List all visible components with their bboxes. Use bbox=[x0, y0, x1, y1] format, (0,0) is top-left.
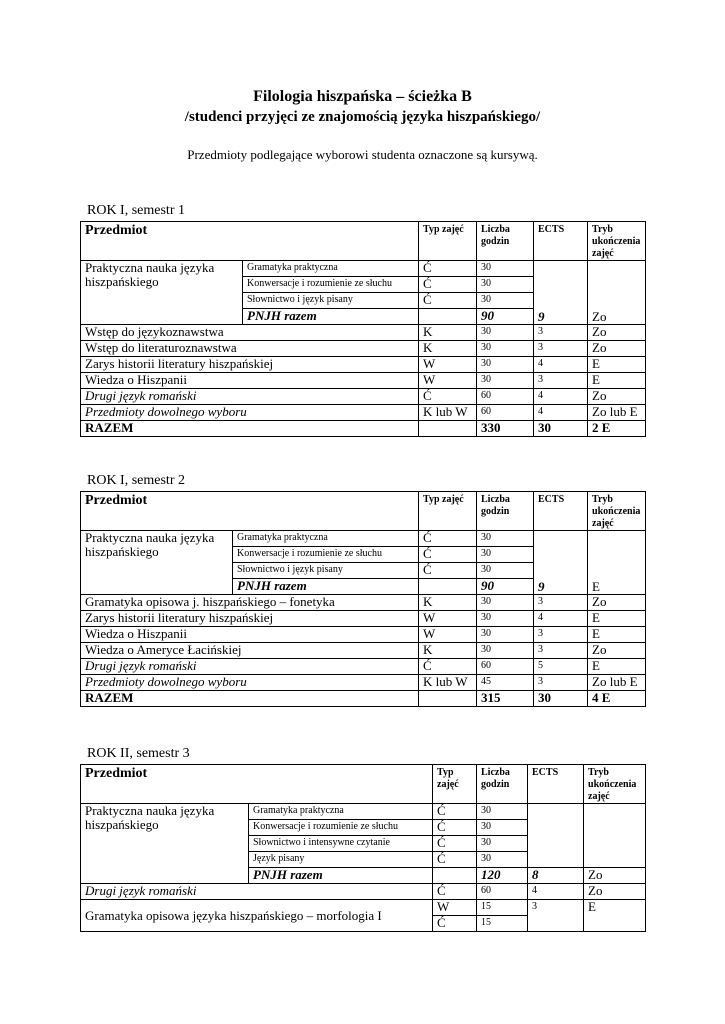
subject-name: Zarys historii literatury hiszpańskiej bbox=[81, 611, 419, 627]
subject-hours: 30 bbox=[477, 357, 534, 373]
subject-mode: E bbox=[588, 611, 646, 627]
table-row bbox=[81, 389, 646, 405]
subject-ects: 3 bbox=[534, 627, 588, 643]
subject-type: W bbox=[419, 373, 477, 389]
subject-type: Ć bbox=[433, 820, 477, 836]
header-subject: Przedmiot bbox=[81, 492, 419, 531]
subject-name: Drugi język romański bbox=[81, 659, 419, 675]
subject-name: Gramatyka opisowa języka hiszpańskiego – morfologia I bbox=[81, 900, 433, 932]
subject-type: Ć bbox=[419, 293, 477, 309]
subject-hours: 30 bbox=[477, 261, 534, 277]
subject-hours: 30 bbox=[477, 341, 534, 357]
document-title: Filologia hiszpańska – ścieżka B bbox=[253, 88, 472, 105]
pnjh-total-hours: 90 bbox=[477, 309, 534, 325]
subject-type: Ć bbox=[433, 884, 477, 900]
subject-hours: 30 bbox=[477, 804, 528, 820]
total-label: RAZEM bbox=[81, 691, 419, 707]
subject-name: Przedmioty dowolnego wyboru bbox=[81, 675, 419, 691]
subject-mode: Zo bbox=[584, 884, 646, 900]
subject-mode: E bbox=[588, 357, 646, 373]
table-row bbox=[81, 627, 646, 643]
header-type: Typ zajęć bbox=[433, 765, 477, 804]
header-hours: Liczba godzin bbox=[477, 222, 534, 261]
table-row bbox=[81, 884, 646, 900]
subject-mode: Zo lub E bbox=[588, 675, 646, 691]
subject-type: W bbox=[419, 611, 477, 627]
pnjh-mode: Zo bbox=[588, 261, 646, 325]
subject-type: W bbox=[419, 357, 477, 373]
subject-mode: E bbox=[584, 900, 646, 932]
subject-mode: Zo bbox=[588, 389, 646, 405]
subject-ects: 4 bbox=[534, 405, 588, 421]
subject-type: K bbox=[419, 643, 477, 659]
total-hours: 315 bbox=[477, 691, 534, 707]
pnjh-total-name: PNJH razem bbox=[243, 309, 419, 325]
table-row bbox=[81, 357, 646, 373]
subject-name: Drugi język romański bbox=[81, 884, 433, 900]
pnjh-label: Praktyczna nauka języka hiszpańskiego bbox=[81, 804, 249, 884]
subject-name: Konwersacje i rozumienie ze słuchu bbox=[243, 277, 419, 293]
pnjh-label: Praktyczna nauka języka hiszpańskiego bbox=[81, 261, 243, 325]
total-row bbox=[81, 421, 646, 437]
semester-3-label: ROK II, semestr 3 bbox=[87, 746, 190, 761]
total-row bbox=[81, 691, 646, 707]
subject-type: K lub W bbox=[419, 405, 477, 421]
subject-type: K bbox=[419, 325, 477, 341]
subject-hours: 30 bbox=[477, 595, 534, 611]
subject-mode: Zo lub E bbox=[588, 405, 646, 421]
subject-name: Gramatyka praktyczna bbox=[233, 531, 419, 547]
subject-type: K bbox=[419, 341, 477, 357]
total-mode: 2 E bbox=[588, 421, 646, 437]
table-row bbox=[81, 595, 646, 611]
table-row bbox=[81, 804, 646, 820]
pnjh-total-hours: 120 bbox=[477, 868, 528, 884]
subject-hours: 30 bbox=[477, 852, 528, 868]
subject-ects: 3 bbox=[528, 900, 584, 932]
subject-hours: 30 bbox=[477, 277, 534, 293]
subject-hours: 60 bbox=[477, 884, 528, 900]
subject-mode: E bbox=[588, 659, 646, 675]
table-row bbox=[81, 659, 646, 675]
subject-type: Ć bbox=[419, 659, 477, 675]
subject-ects: 3 bbox=[534, 675, 588, 691]
subject-hours: 30 bbox=[477, 643, 534, 659]
subject-hours: 60 bbox=[477, 405, 534, 421]
pnjh-total-name: PNJH razem bbox=[249, 868, 433, 884]
subject-ects: 3 bbox=[534, 595, 588, 611]
header-mode: Tryb ukończenia zajęć bbox=[584, 765, 646, 804]
subject-mode: Zo bbox=[588, 341, 646, 357]
total-label: RAZEM bbox=[81, 421, 419, 437]
subject-type: Ć bbox=[419, 563, 477, 579]
subject-type: K bbox=[419, 595, 477, 611]
semester-3-table bbox=[80, 764, 646, 932]
subject-name: Słownictwo i język pisany bbox=[243, 293, 419, 309]
subject-name: Słownictwo i język pisany bbox=[233, 563, 419, 579]
subject-name: Język pisany bbox=[249, 852, 433, 868]
header-hours: Liczba godzin bbox=[477, 492, 534, 531]
table-row bbox=[81, 261, 646, 277]
subject-ects: 3 bbox=[534, 373, 588, 389]
subject-type: K lub W bbox=[419, 675, 477, 691]
pnjh-mode: Zo bbox=[584, 868, 646, 884]
semester-1-table bbox=[80, 221, 646, 437]
subject-mode: Zo bbox=[588, 325, 646, 341]
subject-name: Wiedza o Ameryce Łacińskiej bbox=[81, 643, 419, 659]
subject-ects: 5 bbox=[534, 659, 588, 675]
subject-type: W bbox=[419, 627, 477, 643]
subject-name: Wiedza o Hiszpanii bbox=[81, 373, 419, 389]
pnjh-ects: 9 bbox=[534, 261, 588, 325]
total-hours: 330 bbox=[477, 421, 534, 437]
subject-hours: 30 bbox=[477, 627, 534, 643]
subject-ects: 4 bbox=[534, 389, 588, 405]
subject-name: Wiedza o Hiszpanii bbox=[81, 627, 419, 643]
subject-type: Ć bbox=[419, 531, 477, 547]
subject-name: Drugi język romański bbox=[81, 389, 419, 405]
table-row bbox=[81, 325, 646, 341]
header-mode: Tryb ukończenia zajęć bbox=[588, 222, 646, 261]
header-hours: Liczba godzin bbox=[477, 765, 528, 804]
subject-type: Ć bbox=[419, 261, 477, 277]
table-row bbox=[81, 405, 646, 421]
subject-mode: E bbox=[588, 373, 646, 389]
subject-type: Ć bbox=[419, 389, 477, 405]
subject-name: Gramatyka opisowa j. hiszpańskiego – fonetyka bbox=[81, 595, 419, 611]
header-subject: Przedmiot bbox=[81, 222, 419, 261]
total-ects: 30 bbox=[534, 691, 588, 707]
subject-type: Ć bbox=[433, 804, 477, 820]
total-mode: 4 E bbox=[588, 691, 646, 707]
header-ects: ECTS bbox=[534, 492, 588, 531]
table-row bbox=[81, 531, 646, 547]
table-header-row bbox=[81, 765, 646, 804]
subject-hours: 30 bbox=[477, 563, 534, 579]
subject-type: Ć bbox=[419, 547, 477, 563]
table-header-row bbox=[81, 492, 646, 531]
header-type: Typ zajęć bbox=[419, 222, 477, 261]
subject-hours: 30 bbox=[477, 836, 528, 852]
subject-ects: 4 bbox=[528, 884, 584, 900]
table-row bbox=[81, 643, 646, 659]
table-row bbox=[81, 373, 646, 389]
header-ects: ECTS bbox=[528, 765, 584, 804]
subject-mode: E bbox=[588, 627, 646, 643]
pnjh-ects: 9 bbox=[534, 531, 588, 595]
header-ects: ECTS bbox=[534, 222, 588, 261]
pnjh-mode: E bbox=[588, 531, 646, 595]
subject-hours: 30 bbox=[477, 531, 534, 547]
subject-ects: 3 bbox=[534, 325, 588, 341]
document-note: Przedmioty podlegające wyborowi studenta oznaczone są kursywą. bbox=[187, 147, 538, 162]
subject-name: Gramatyka praktyczna bbox=[249, 804, 433, 820]
subject-hours: 60 bbox=[477, 389, 534, 405]
pnjh-label: Praktyczna nauka języka hiszpańskiego bbox=[81, 531, 233, 595]
subject-hours: 30 bbox=[477, 325, 534, 341]
subject-ects: 3 bbox=[534, 643, 588, 659]
subject-type: Ć bbox=[419, 277, 477, 293]
table-row bbox=[81, 675, 646, 691]
subject-hours: 15 bbox=[477, 916, 528, 932]
subject-hours: 30 bbox=[477, 293, 534, 309]
semester-1-label: ROK I, semestr 1 bbox=[87, 203, 185, 218]
table-row bbox=[81, 900, 646, 916]
subject-hours: 30 bbox=[477, 373, 534, 389]
subject-mode: Zo bbox=[588, 595, 646, 611]
subject-ects: 4 bbox=[534, 357, 588, 373]
header-mode: Tryb ukończenia zajęć bbox=[588, 492, 646, 531]
subject-name: Wstęp do literaturoznawstwa bbox=[81, 341, 419, 357]
pnjh-ects: 8 bbox=[528, 868, 584, 884]
header-type: Typ zajęć bbox=[419, 492, 477, 531]
subject-hours: 15 bbox=[477, 900, 528, 916]
subject-name: Słownictwo i intensywne czytanie bbox=[249, 836, 433, 852]
subject-type: Ć bbox=[433, 916, 477, 932]
header-subject: Przedmiot bbox=[81, 765, 433, 804]
subject-name: Konwersacje i rozumienie ze słuchu bbox=[249, 820, 433, 836]
subject-ects: 3 bbox=[534, 341, 588, 357]
subject-ects: 4 bbox=[534, 611, 588, 627]
subject-type: Ć bbox=[433, 852, 477, 868]
semester-2-table bbox=[80, 491, 646, 707]
subject-hours: 30 bbox=[477, 820, 528, 836]
subject-type: W bbox=[433, 900, 477, 916]
semester-2-label: ROK I, semestr 2 bbox=[87, 473, 185, 488]
subject-type: Ć bbox=[433, 836, 477, 852]
subject-name: Konwersacje i rozumienie ze słuchu bbox=[233, 547, 419, 563]
subject-hours: 60 bbox=[477, 659, 534, 675]
table-row bbox=[81, 341, 646, 357]
subject-name: Zarys historii literatury hiszpańskiej bbox=[81, 357, 419, 373]
subject-name: Przedmioty dowolnego wyboru bbox=[81, 405, 419, 421]
document-subtitle: /studenci przyjęci ze znajomością języka hiszpańskiego/ bbox=[184, 109, 541, 125]
subject-hours: 30 bbox=[477, 611, 534, 627]
total-ects: 30 bbox=[534, 421, 588, 437]
subject-hours: 30 bbox=[477, 547, 534, 563]
table-row bbox=[81, 611, 646, 627]
subject-name: Gramatyka praktyczna bbox=[243, 261, 419, 277]
table-header-row bbox=[81, 222, 646, 261]
subject-hours: 45 bbox=[477, 675, 534, 691]
subject-mode: Zo bbox=[588, 643, 646, 659]
pnjh-total-hours: 90 bbox=[477, 579, 534, 595]
pnjh-total-name: PNJH razem bbox=[233, 579, 419, 595]
subject-name: Wstęp do językoznawstwa bbox=[81, 325, 419, 341]
